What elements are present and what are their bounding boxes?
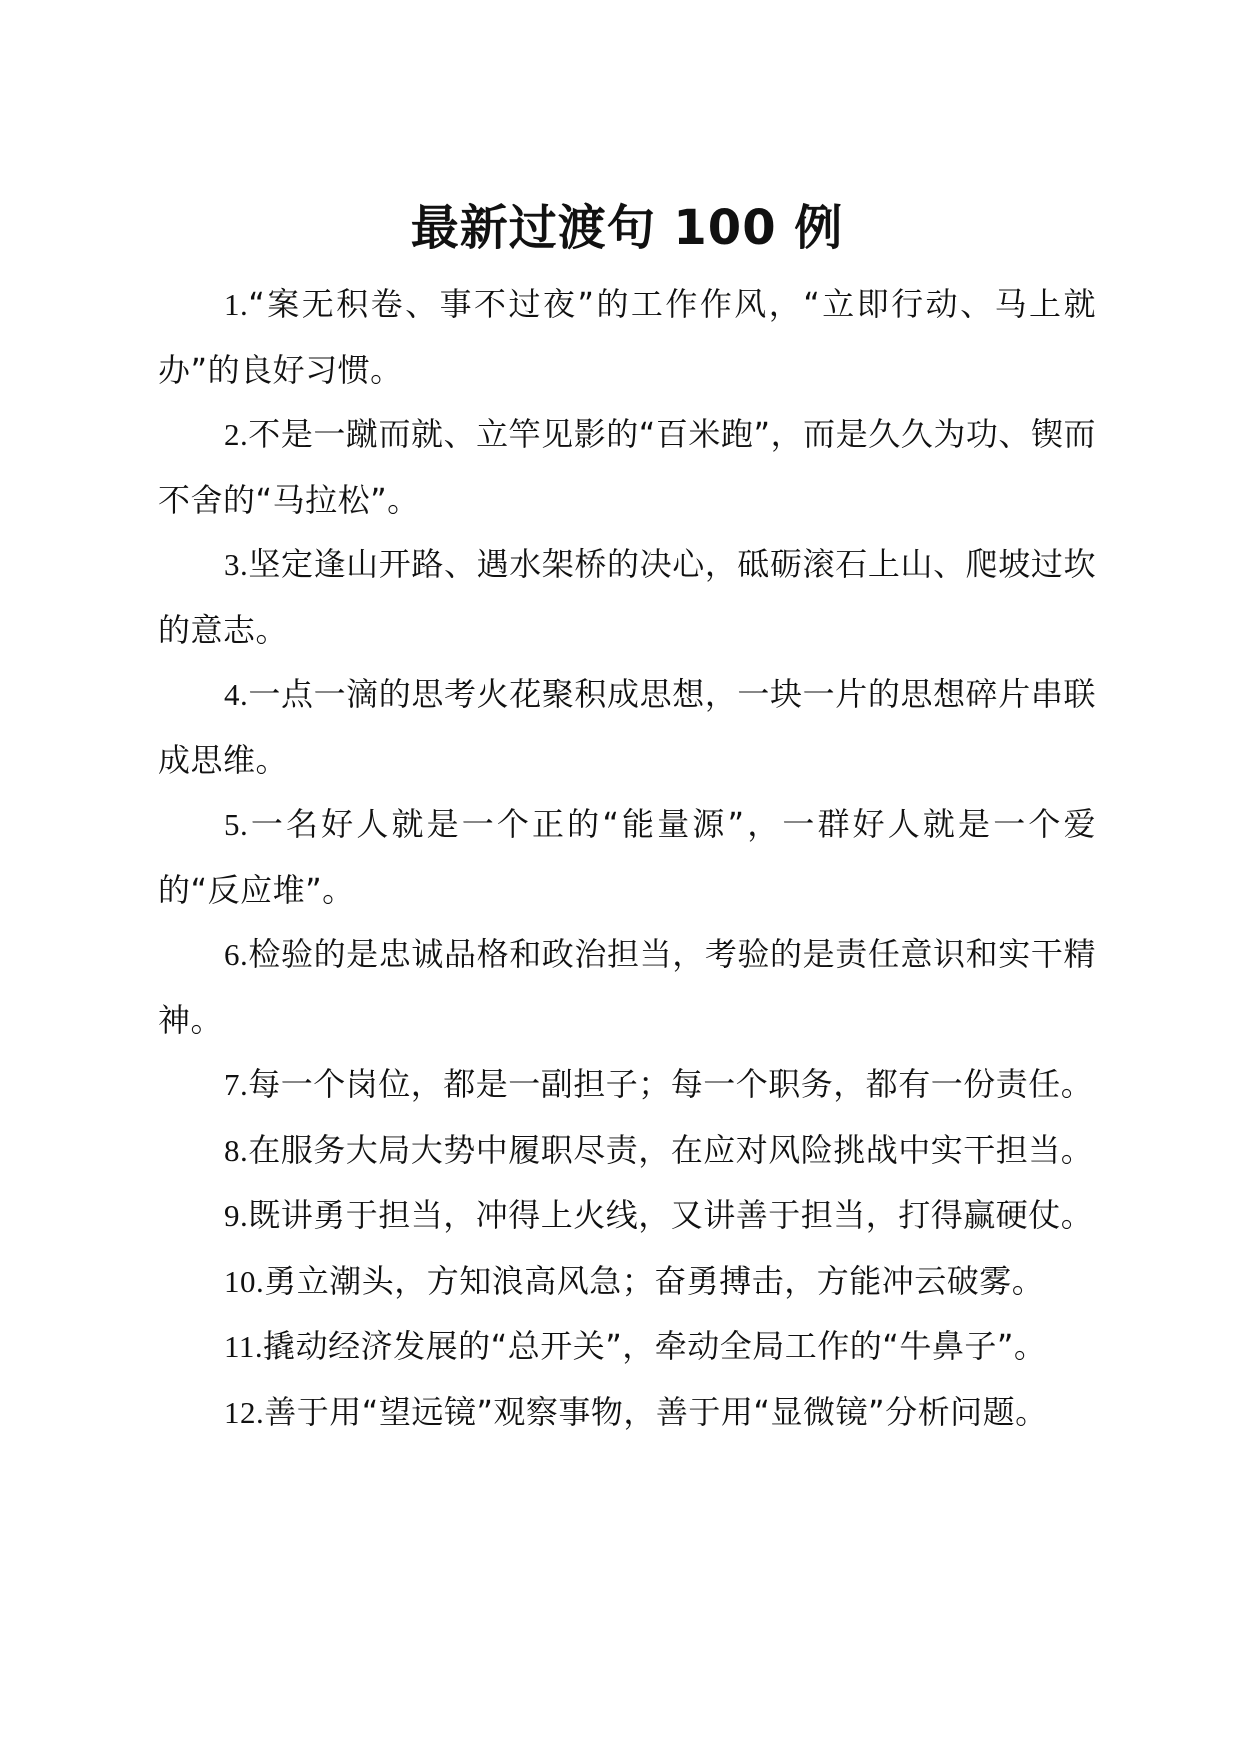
item-number: 10. [224,1263,265,1299]
item-text: 既讲勇于担当，冲得上火线，又讲善于担当，打得赢硬仗。 [248,1196,1094,1234]
list-item [158,922,1096,1052]
list-item [158,1052,1096,1118]
list-item [158,402,1096,532]
list-item [158,1183,1096,1249]
list-item [158,1118,1096,1184]
list-item [158,662,1096,792]
item-text: 不是一蹴而就、立竿见影的“百米跑”，而是久久为功、锲而不舍的“马拉松”。 [158,415,1096,519]
list-item [158,1314,1096,1380]
item-text: “案无积卷、事不过夜”的工作作风，“立即行动、马上就办”的良好习惯。 [158,285,1096,389]
list-item [158,1249,1096,1315]
list-item [158,532,1096,662]
item-text: 坚定逢山开路、遇水架桥的决心，砥砺滚石上山、爬坡过坎的意志。 [158,545,1096,649]
transition-sentence-list [158,272,1096,1445]
list-item [158,1380,1096,1446]
item-number: 4. [224,677,249,712]
item-number: 8. [224,1132,249,1168]
item-text: 撬动经济发展的“总开关”，牵动全局工作的“牛鼻子”。 [263,1327,1047,1365]
item-text: 一名好人就是一个正的“能量源”，一群好人就是一个爱的“反应堆”。 [158,805,1096,909]
document-title: 最新过渡句 100 例 [410,200,844,256]
item-number: 11. [224,1329,264,1364]
item-number: 9. [224,1198,249,1233]
item-text: 善于用“望远镜”观察事物，善于用“显微镜”分析问题。 [264,1392,1048,1431]
list-item [158,272,1096,402]
item-number: 1. [224,287,249,322]
item-number: 2. [224,417,249,452]
item-number: 6. [224,937,249,972]
document-page [158,190,1096,1445]
list-item [158,792,1096,922]
item-number: 3. [224,547,249,582]
item-text: 检验的是忠诚品格和政治担当，考验的是责任意识和实干精神。 [158,935,1096,1039]
item-number: 12. [224,1394,265,1430]
item-number: 7. [224,1067,249,1102]
item-number: 5. [224,807,249,842]
item-text: 在服务大局大势中履职尽责，在应对风险挑战中实干担当。 [248,1130,1094,1169]
item-text: 一点一滴的思考火花聚积成思想，一块一片的思想碎片串联成思维。 [158,675,1096,779]
item-text: 每一个岗位，都是一副担子；每一个职务，都有一份责任。 [248,1065,1094,1103]
item-text: 勇立潮头，方知浪高风急；奋勇搏击，方能冲云破雾。 [264,1261,1045,1300]
